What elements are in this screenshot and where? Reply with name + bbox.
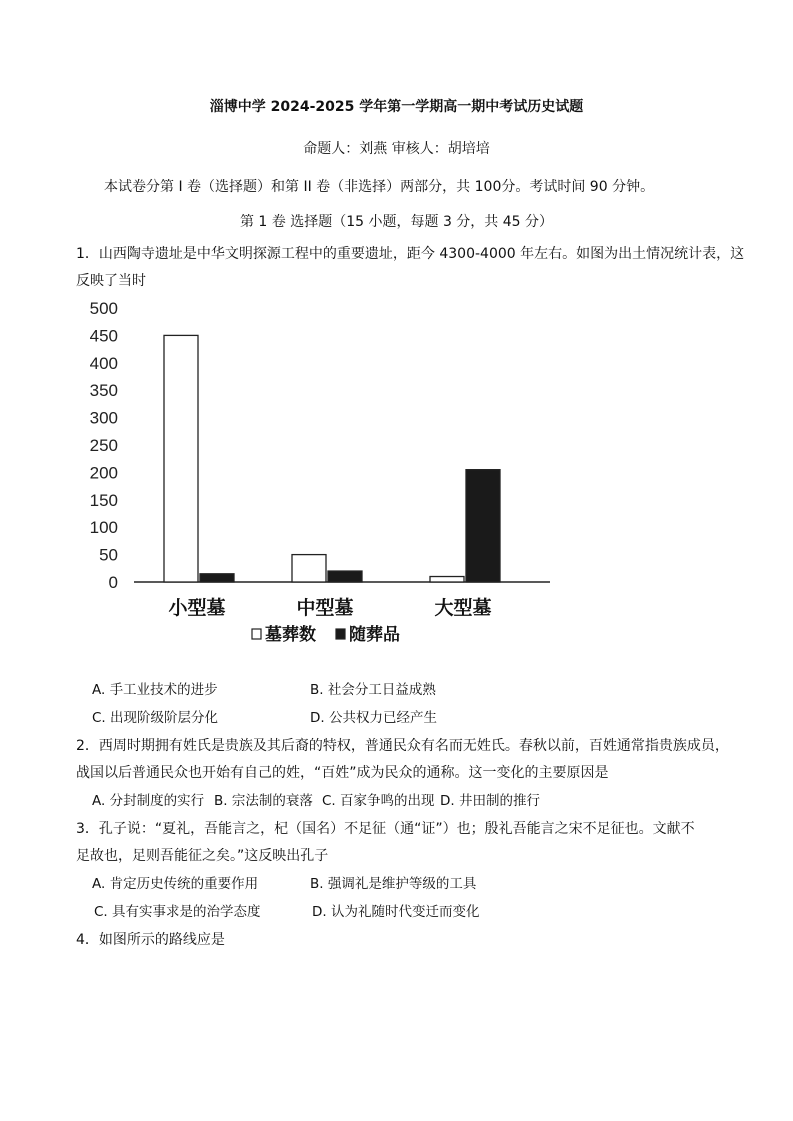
question-3-option-d: D. 认为礼随时代变迁而变化: [312, 904, 480, 920]
bar-1-1: [328, 571, 362, 582]
question-2-option-c: C. 百家争鸣的出现: [322, 793, 435, 809]
y-tick-label-200: 200: [89, 463, 118, 483]
question-3-line-2: 足故也，足则吾能征之矣。”这反映出孔子: [76, 848, 329, 864]
category-label-0: 小型墓: [168, 598, 226, 619]
tomb-chart: [72, 292, 562, 662]
bar-1-0: [292, 555, 326, 582]
question-3-option-b: B. 强调礼是维护等级的工具: [310, 876, 477, 892]
question-1-option-c: C. 出现阶级阶层分化: [92, 710, 219, 726]
y-tick-label-250: 250: [89, 436, 118, 455]
question-2-option-b: B. 宗法制的衰落: [214, 793, 313, 809]
chart-bars: [164, 335, 500, 582]
legend-swatch-0: [252, 629, 261, 639]
y-tick-label-150: 150: [89, 490, 118, 510]
bar-2-0: [430, 577, 464, 582]
question-1-line-1: 1．山西陶寺遗址是中华文明探源工程中的重要遗址，距今 4300-4000 年左右。如图为出土情况统计表，这: [76, 246, 745, 262]
question-1-option-d: D. 公共权力已经产生: [310, 710, 437, 726]
y-tick-label-50: 50: [99, 545, 118, 565]
y-tick-label-300: 300: [89, 408, 118, 428]
question-3-option-c: C. 具有实事求是的治学态度: [94, 904, 261, 920]
question-1-option-b: B. 社会分工日益成熟: [310, 682, 436, 698]
chart-legend: [252, 624, 400, 644]
bar-0-0: [164, 335, 198, 582]
question-3-option-a: A. 肯定历史传统的重要作用: [92, 876, 259, 892]
x-axis-category-labels: [168, 596, 491, 619]
exam-title: 淄博中学 2024-2025 学年第一学期高一期中考试历史试题: [209, 99, 584, 115]
legend-label-0: 墓葬数: [265, 625, 316, 644]
y-tick-label-500: 500: [89, 299, 118, 318]
legend-swatch-1: [336, 629, 345, 639]
question-1-line-2: 反映了当时: [76, 273, 146, 289]
y-tick-label-100: 100: [89, 518, 118, 538]
bar-2-1: [466, 470, 500, 582]
category-label-1: 中型墓: [296, 598, 354, 619]
y-tick-label-350: 350: [89, 381, 118, 401]
question-1-option-a: A. 手工业技术的进步: [92, 682, 218, 698]
exam-authors: 命题人：刘燕 审核人：胡培培: [303, 141, 490, 157]
y-tick-label-0: 0: [108, 573, 118, 592]
question-2-line-2: 战国以后普通民众也开始有自己的姓，“百姓”成为民众的通称。这一变化的主要原因是: [76, 765, 609, 781]
question-4-line-1: 4．如图所示的路线应是: [76, 932, 225, 948]
section-heading: 第 1 卷 选择题（15 小题，每题 3 分，共 45 分）: [239, 214, 554, 230]
question-2-option-a: A. 分封制度的实行: [92, 793, 205, 809]
category-label-2: 大型墓: [434, 598, 492, 619]
y-tick-label-450: 450: [89, 326, 118, 346]
legend-label-1: 随葬品: [349, 625, 400, 644]
y-axis-tick-labels: [90, 299, 118, 592]
y-tick-label-400: 400: [89, 353, 118, 373]
question-3-line-1: 3．孔子说：“夏礼，吾能言之，杞（国名）不足征（通“证”）也；殷礼吾能言之宋不足征也。文献不: [76, 821, 695, 837]
exam-intro: 本试卷分第 I 卷（选择题）和第 II 卷（非选择）两部分，共 100分。考试时间 90 分钟。: [104, 179, 655, 195]
question-2-line-1: 2．西周时期拥有姓氏是贵族及其后裔的特权，普通民众有名而无姓氏。春秋以前，百姓通常指贵族成员，: [76, 738, 729, 754]
question-2-option-d: D. 井田制的推行: [440, 793, 540, 809]
bar-0-1: [200, 574, 234, 582]
